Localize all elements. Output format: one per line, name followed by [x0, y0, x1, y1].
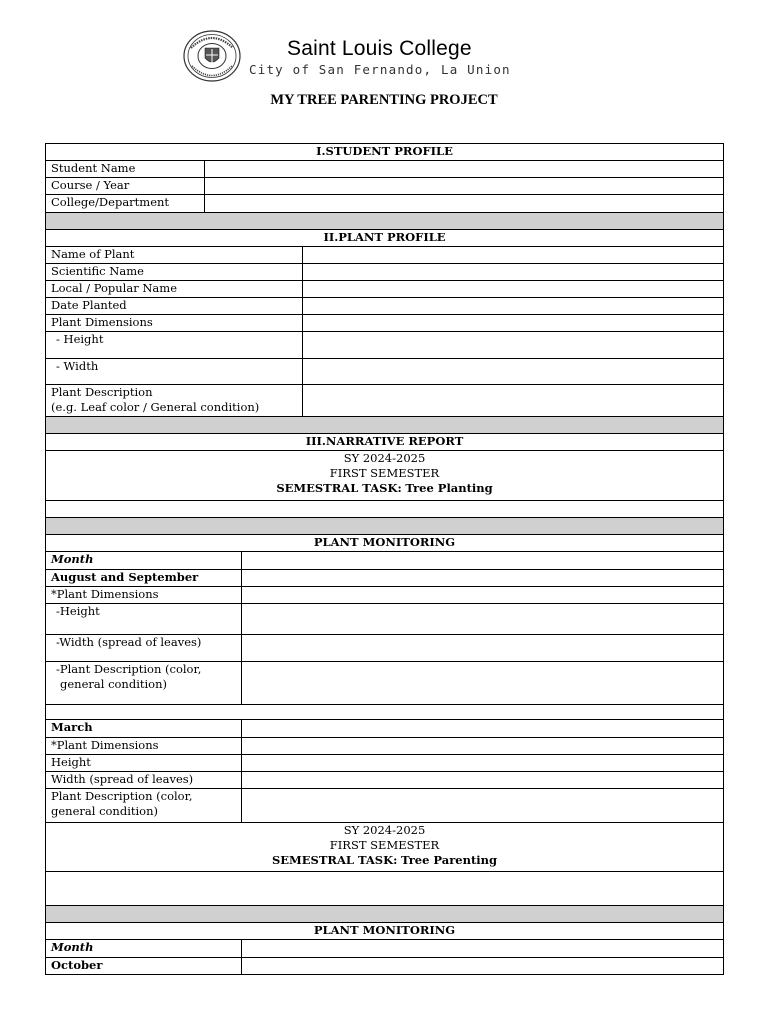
narrative-info-parenting — [46, 823, 724, 872]
section-divider — [46, 518, 724, 535]
plant-description-line2: (e.g. Leaf color / General condition) — [51, 400, 260, 414]
height-field[interactable] — [242, 604, 724, 635]
width-label: - Width — [46, 359, 303, 385]
semestral-task-value: Tree Planting — [405, 481, 493, 495]
plant-dimensions-field[interactable] — [242, 587, 724, 604]
plant-name-label: Name of Plant — [46, 247, 303, 264]
scientific-name-field[interactable] — [303, 264, 724, 281]
month-march: March — [46, 720, 242, 738]
width-label: Width (spread of leaves) — [46, 772, 242, 789]
plant-description-line1: -Plant Description (color, — [56, 662, 202, 676]
student-name-field[interactable] — [205, 161, 724, 178]
height-label: -Height — [46, 604, 242, 635]
plant-monitoring-heading: PLANT MONITORING — [46, 535, 724, 552]
scientific-name-label: Scientific Name — [46, 264, 303, 281]
narrative-info-planting — [46, 451, 724, 501]
date-planted-field[interactable] — [303, 298, 724, 315]
height-label: - Height — [46, 332, 303, 359]
narrative-report-heading: III.NARRATIVE REPORT — [46, 434, 724, 451]
plant-description-label — [46, 662, 242, 705]
local-name-label: Local / Popular Name — [46, 281, 303, 298]
plant-description-label — [46, 789, 242, 823]
school-year: SY 2024-2025 — [343, 451, 426, 465]
section-divider — [46, 417, 724, 434]
student-profile-heading: I.STUDENT PROFILE — [46, 144, 724, 161]
plant-dimensions-field[interactable] — [303, 315, 724, 332]
semester: FIRST SEMESTER — [329, 838, 440, 852]
height-field[interactable] — [303, 332, 724, 359]
month-label: Month — [46, 940, 242, 958]
width-field[interactable] — [242, 635, 724, 662]
plant-dimensions-field[interactable] — [242, 738, 724, 755]
college-department-field[interactable] — [205, 195, 724, 213]
month-field[interactable] — [242, 552, 724, 570]
college-name: Saint Louis College — [287, 37, 472, 60]
august-september-field[interactable] — [242, 570, 724, 587]
college-seal-icon — [183, 30, 241, 82]
narrative-field[interactable] — [46, 872, 724, 906]
width-label: -Width (spread of leaves) — [46, 635, 242, 662]
month-august-september: August and September — [46, 570, 242, 587]
month-label: Month — [46, 552, 242, 570]
section-divider — [46, 213, 724, 230]
semestral-task-label: SEMESTRAL TASK: — [271, 853, 398, 867]
plant-profile-heading: II.PLANT PROFILE — [46, 230, 724, 247]
narrative-field[interactable] — [46, 501, 724, 518]
plant-description-field[interactable] — [303, 385, 724, 417]
course-year-field[interactable] — [205, 178, 724, 195]
plant-dimensions-label: *Plant Dimensions — [46, 738, 242, 755]
plant-monitoring-heading: PLANT MONITORING — [46, 923, 724, 940]
width-field[interactable] — [303, 359, 724, 385]
height-label: Height — [46, 755, 242, 772]
width-field[interactable] — [242, 772, 724, 789]
school-year: SY 2024-2025 — [343, 823, 426, 837]
plant-description-line2: general condition) — [51, 804, 158, 818]
page-title: MY TREE PARENTING PROJECT — [270, 92, 498, 108]
semester: FIRST SEMESTER — [329, 466, 440, 480]
student-name-label: Student Name — [46, 161, 205, 178]
plant-description-line1: Plant Description — [51, 385, 153, 399]
semestral-task-value: Tree Parenting — [401, 853, 498, 867]
section-divider — [46, 906, 724, 923]
college-header — [183, 30, 583, 85]
semestral-task-label: SEMESTRAL TASK: — [276, 481, 402, 495]
plant-dimensions-label: Plant Dimensions — [46, 315, 303, 332]
semestral-task — [51, 481, 718, 496]
spacer-row — [46, 705, 724, 720]
march-field[interactable] — [242, 720, 724, 738]
date-planted-label: Date Planted — [46, 298, 303, 315]
month-field[interactable] — [242, 940, 724, 958]
local-name-field[interactable] — [303, 281, 724, 298]
college-department-label: College/Department — [46, 195, 205, 213]
course-year-label: Course / Year — [46, 178, 205, 195]
height-field[interactable] — [242, 755, 724, 772]
semestral-task — [51, 853, 718, 868]
plant-description-label — [46, 385, 303, 417]
month-october: October — [46, 958, 242, 975]
october-field[interactable] — [242, 958, 724, 975]
plant-name-field[interactable] — [303, 247, 724, 264]
plant-description-field[interactable] — [242, 662, 724, 705]
plant-dimensions-label: *Plant Dimensions — [46, 587, 242, 604]
plant-description-line1: Plant Description (color, — [51, 789, 193, 803]
project-form — [45, 143, 724, 975]
plant-description-line2: general condition) — [60, 677, 167, 691]
plant-description-field[interactable] — [242, 789, 724, 823]
college-city: City of San Fernando, La Union — [249, 62, 511, 77]
